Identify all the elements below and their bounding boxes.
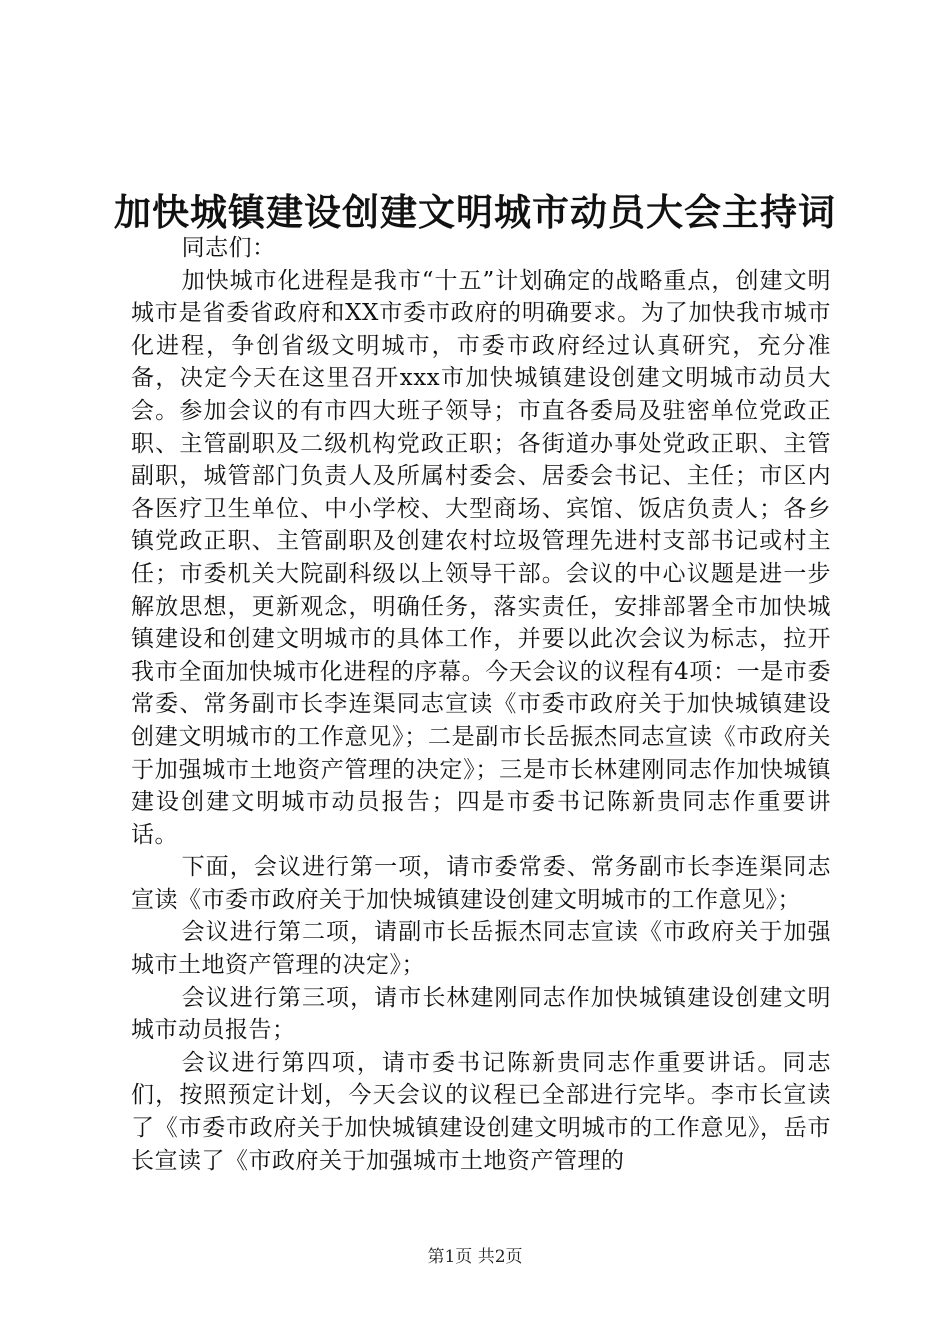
page-number-footer: 第1页 共2页	[427, 1247, 523, 1267]
body-paragraph: 下面，会议进行第一项，请市委常委、常务副市长李连渠同志宣读《市委市政府关于加快城镇建设创建文明城市的工作意见》；	[131, 854, 831, 913]
body-paragraph: 会议进行第四项，请市委书记陈新贵同志作重要讲话。同志们，按照预定计划，今天会议的议程已全部进行完毕。李市长宣读了《市委市政府关于加快城镇建设创建文明城市的工作意见》，岳市长宣读了《市政府关于加强城市土地资产管理的	[131, 1049, 831, 1174]
body-paragraph: 加快城市化进程是我市“十五”计划确定的战略重点，创建文明城市是省委省政府和XX市委市政府的明确要求。为了加快我市城市化进程，争创省级文明城市，市委市政府经过认真研究，充分准备，决定今天在这里召开xxx市加快城镇建设创建文明城市动员大会。参加会议的有市四大班子领导；市直各委局及驻密单位党政正职、主管副职及二级机构党政正职；各街道办事处党政正职、主管副职，城管部门负责人及所属村委会、居委会书记、主任；市区内各医疗卫生单位、中小学校、大型商场、宾馆、饭店负责人；各乡镇党政正职、主管副职及创建农村垃圾管理先进村支部书记或村主任；市委机关大院副科级以上领导干部。会议的中心议题是进一步解放思想，更新观念，明确任务，落实责任，安排部署全市加快城镇建设和创建文明城市的具体工作，并要以此次会议为标志，拉开我市全面加快城市化进程的序幕。今天会议的议程有4项：一是市委常委、常务副市长李连渠同志宣读《市委市政府关于加快城镇建设创建文明城市的工作意见》；二是副市长岳振杰同志宣读《市政府关于加强城市土地资产管理的决定》；三是市长林建刚同志作加快城镇建设创建文明城市动员报告；四是市委书记陈新贵同志作重要讲话。	[131, 267, 831, 848]
salutation-paragraph: 同志们：	[181, 235, 276, 261]
body-paragraph: 会议进行第二项，请副市长岳振杰同志宣读《市政府关于加强城市土地资产管理的决定》；	[131, 919, 831, 979]
document-body	[131, 232, 831, 1177]
body-paragraph: 会议进行第三项，请市长林建刚同志作加快城镇建设创建文明城市动员报告；	[131, 984, 831, 1044]
document-title: 加快城镇建设创建文明城市动员大会主持词	[114, 190, 836, 234]
